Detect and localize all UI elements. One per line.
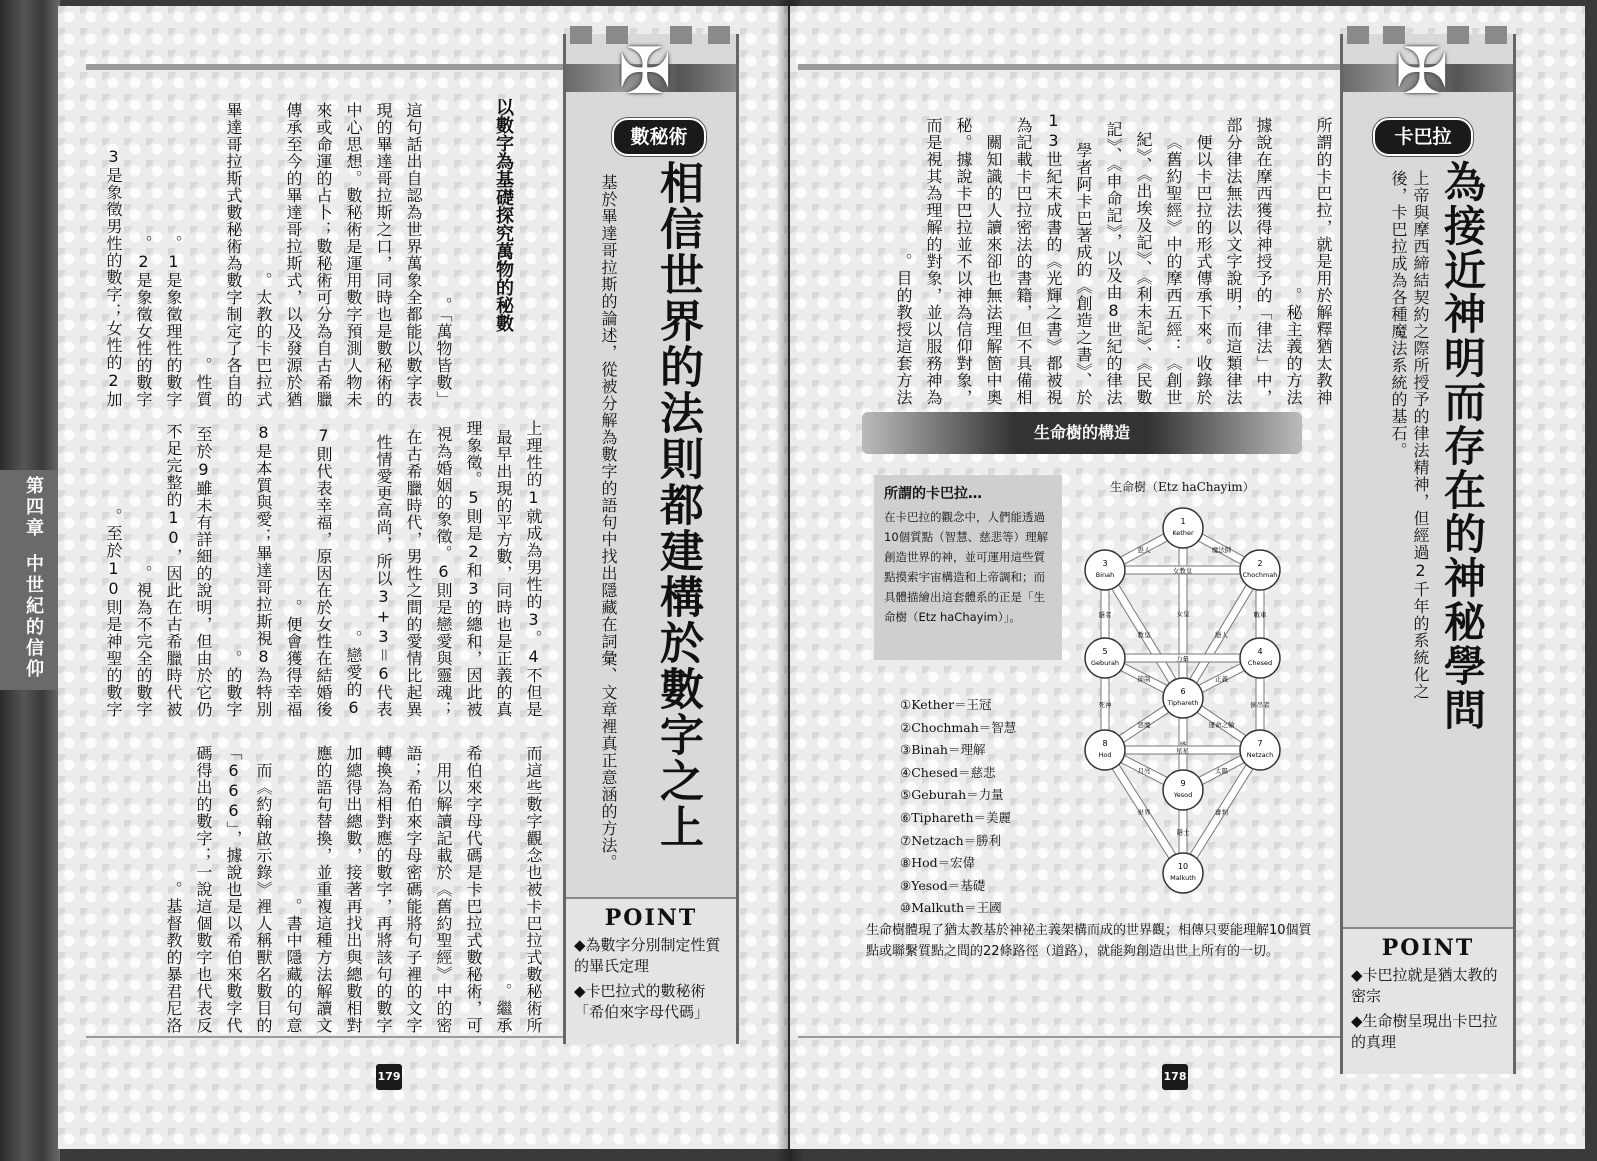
cross-icon: ✠	[618, 35, 672, 109]
path-label: 月亮	[1137, 767, 1151, 775]
top-rule	[86, 64, 576, 70]
top-rule	[798, 64, 1353, 70]
point-item: ◆生命樹呈現出卡巴拉的真理	[1351, 1012, 1498, 1051]
right-banner	[1340, 34, 1516, 1074]
path-label: 審判	[1215, 808, 1228, 817]
path-label: 愚人	[1137, 546, 1151, 554]
sephira-name: Chochmah	[1242, 571, 1278, 579]
sephira-node	[1163, 678, 1203, 718]
paragraph: 2是象徵女性的數字。	[134, 235, 153, 408]
sephira-number: 4	[1257, 647, 1263, 656]
path-label: 女皇	[1176, 610, 1190, 618]
sephira-name: Geburah	[1090, 659, 1120, 667]
lead-text: 上帝與摩西締結契約之際所授予的律法精神，但經過2千年的系統化之後，卡巴拉成為各種魔法系統的基石。	[1389, 170, 1430, 700]
legend-item: ⑩Malkuth＝王國	[900, 900, 1002, 916]
sephira-node	[1240, 638, 1280, 678]
path-label: 魔法師	[1211, 546, 1232, 554]
sephira-number: 9	[1180, 779, 1186, 788]
paragraph: 8是本質與愛；畢達哥拉斯視8為特別的數字。	[224, 423, 273, 718]
sephira-number: 10	[1177, 862, 1189, 871]
lead-text: 基於畢達哥拉斯的論述，從被分解為數字的語句中找出隱藏在詞彙、文章裡真正意涵的方法。	[599, 174, 618, 871]
paragraph: 7則代表幸福，原因在於女性在結婚後便會獲得幸福。	[284, 426, 333, 718]
legend-item: ①Kether＝王冠	[900, 697, 992, 712]
sephira-node	[1085, 550, 1125, 590]
sephira-node	[1240, 730, 1280, 770]
path-label: 惡魔	[1137, 721, 1151, 729]
sephira-number: 6	[1180, 687, 1186, 696]
sephira-number: 8	[1102, 739, 1108, 748]
bottom-rule	[86, 1036, 576, 1038]
point-item: ◆為數字分別制定性質的畢氏定理	[574, 936, 721, 975]
sephira-number: 2	[1257, 559, 1263, 568]
paragraph: 至於9雖未有詳細的說明，但由於它仍不足完整的10，因此在古希臘時代被視為不完全的數字。	[134, 423, 213, 718]
path-label: 死神	[1098, 701, 1112, 709]
tree-title: 生命樹（Etz haChayim）	[1110, 480, 1255, 494]
sephira-node	[1163, 770, 1203, 810]
path-label: 世界	[1137, 808, 1151, 817]
headline: 為接近神明而存在的神秘學問	[1438, 160, 1487, 732]
paragraph: 而這些數字觀念也被卡巴拉式數秘術所繼承。	[494, 745, 543, 1034]
paragraph: 希伯來字母代碼是卡巴拉式數秘術，可用以解讀記載於《舊約聖經》中的密語；希伯來字母密碼能將句子裡的文字轉換為相對應的數字，再將該句的數字加總得出總數，接著再找出與總數相對應的語句替換，並重複這種方法解讀文書中隱藏的句意。	[284, 745, 483, 1034]
sephira-name: Kether	[1172, 529, 1194, 537]
diagram-caption: 生命樹體現了猶太教基於神祕主義架構而成的世界觀；相傳只要能理解10個質點或聯繫質點之間的22條路徑（道路），就能夠創造出世上所有的一切。	[866, 923, 1312, 959]
left-banner	[563, 34, 739, 1044]
sephira-number: 7	[1257, 739, 1263, 748]
paragraph: 1是象徵理性的數字。	[164, 235, 183, 408]
point-box	[566, 897, 736, 1044]
sephira-node	[1085, 730, 1125, 770]
point-item: ◆卡巴拉式的數秘術「希伯來字母代碼」	[574, 982, 710, 1021]
tree-of-life-diagram	[1075, 498, 1305, 898]
point-item: ◆卡巴拉就是猶太教的密宗	[1351, 966, 1498, 1005]
explain-box-title: 所謂的卡巴拉…	[884, 486, 982, 502]
right-body	[858, 106, 1338, 406]
paragraph: 至於10則是神聖的數字。	[104, 508, 123, 718]
sephira-node	[1163, 508, 1203, 548]
sephira-node	[1163, 853, 1203, 893]
page-number: 179	[376, 1064, 402, 1090]
chapter-tab	[0, 470, 58, 690]
section-tab: 卡巴拉	[1373, 118, 1473, 156]
path-label: 星星	[1176, 747, 1189, 755]
sephira-name: Malkuth	[1170, 874, 1196, 882]
path-label: 隱者	[1098, 611, 1112, 619]
point-title: POINT	[1381, 935, 1475, 961]
column-lower	[148, 744, 548, 1034]
column-middle	[78, 418, 548, 718]
sephira-node	[1085, 638, 1125, 678]
page-number: 178	[1162, 1064, 1188, 1090]
cross-icon: ✠	[1395, 35, 1449, 109]
legend-item: ②Chochmah＝智慧	[900, 719, 1017, 735]
path-label: 太陽	[1215, 767, 1228, 775]
legend-item: ⑦Netzach＝勝利	[900, 832, 1002, 848]
path-label: 運命之輪	[1208, 721, 1235, 729]
legend-item: ③Binah＝理解	[900, 742, 986, 758]
path-label: 節制	[1137, 675, 1151, 683]
section-heading: 以數字為基礎探究萬物的秘數	[493, 98, 514, 332]
paragraph: 3是象徵男性的數字；女性的2加	[104, 147, 123, 408]
column-upper	[78, 98, 458, 408]
legend-item: ⑨Yesod＝基礎	[900, 877, 986, 893]
paragraph: 這句話出自認為世界萬象全都能以數字表現的畢達哥拉斯之口，同時也是數秘術的中心思想。數秘術是運用數字預測人物未來或命運的占卜；數秘術可分為自古希臘傳承至今的畢達哥拉斯式，以及發源於猶太教的卡巴拉式。	[254, 102, 423, 408]
legend-item: ④Chesed＝慈悲	[900, 764, 996, 780]
path-label: 女教皇	[1172, 567, 1193, 575]
paragraph: 上理性的1就成為男性的3。4不但是最早出現的平方數，同時也是正義的真理象徵。5則是2和3的總和，因此被視為婚姻的象徵。6則是戀愛與靈魂；在古希臘時代，男性之間的愛情比起異性情愛更高尚，所以3+3＝6代表戀愛的6。	[344, 420, 543, 718]
path-label: 力量	[1176, 655, 1189, 663]
chapter-number: 第四章	[23, 476, 44, 539]
bottom-rule	[798, 1036, 1353, 1038]
sephira-name: Hod	[1098, 751, 1112, 759]
legend-item: ⑧Hod＝宏偉	[900, 855, 976, 871]
sephira-number: 5	[1102, 647, 1108, 656]
diagram-title: 生命樹的構造	[862, 412, 1302, 454]
path-label: 戀人	[1215, 631, 1228, 639]
sephira-number: 3	[1102, 559, 1108, 568]
sephira-name: Tiphareth	[1167, 699, 1199, 707]
point-box	[1343, 927, 1513, 1074]
path-label: 戰車	[1253, 611, 1267, 619]
point-title: POINT	[604, 905, 698, 931]
explain-box	[874, 475, 1062, 660]
paragraph: 畢達哥拉斯式數秘術為數字制定了各自的性質。	[194, 102, 243, 408]
path-label: 正義	[1215, 675, 1228, 683]
sephira-name: Yesod	[1173, 791, 1193, 799]
chapter-title: 中世紀的信仰	[23, 554, 44, 680]
legend-item: ⑥Tiphareth＝美麗	[900, 809, 1011, 825]
explain-box-text: 在卡巴拉的觀念中，人們能透過10個質點（智慧、慈悲等）理解創造世界的神，並可運用這些質點摸索宇宙構造和上帝調和；而具體描繪出這套體系的正是「生命樹（Etz haChayim）」。	[884, 510, 1049, 624]
sephira-number: 1	[1180, 517, 1186, 526]
sephira-name: Chesed	[1247, 659, 1273, 667]
sephira-name: Binah	[1095, 571, 1115, 579]
paragraph: 「萬物皆數」。	[434, 297, 453, 408]
paragraph: 而《約翰啟示錄》裡人稱獸名數目的「666」，據說也是以希伯來數字代碼得出的數字；一說這個數字也代表反基督教的暴君尼洛。	[164, 744, 273, 1034]
path-label: 教皇	[1137, 631, 1151, 639]
headline: 相信世界的法則都建構於數字之上	[652, 160, 703, 850]
sephira-node	[1240, 550, 1280, 590]
left-page	[58, 6, 788, 1149]
sephira-name: Netzach	[1246, 751, 1274, 759]
path-label: 隱士	[1176, 828, 1190, 837]
section-tab: 數秘術	[612, 118, 706, 156]
path-label: 塔	[1179, 741, 1187, 749]
paragraph: 據說在摩西獲得神授予的「律法」中，部分律法無法以文字說明，而這類律法便以卡巴拉的形式傳承下來。收錄於《舊約聖經》中的摩西五經：《創世紀》、《出埃及記》、《利未記》、《民數記》、《申命記》，以及由8世紀的律法學者阿卡巴著成的《創造之書》、於13世紀末成書的《光輝之書》都被視為記載卡巴拉密法的書籍，但不具備相關知識的人讀來卻也無法理解箇中奧秘。據說卡巴拉並不以神為信仰對象，而是視其為理解的對象，並以服務神為目的教授這套方法。	[894, 111, 1273, 406]
legend-item: ⑤Geburah＝力量	[900, 787, 1004, 803]
sephirot-legend	[900, 694, 1016, 920]
paragraph: 所謂的卡巴拉，就是用於解釋猶太教神秘主義的方法。	[1284, 117, 1333, 406]
path-label: 倒吊者	[1250, 701, 1270, 709]
